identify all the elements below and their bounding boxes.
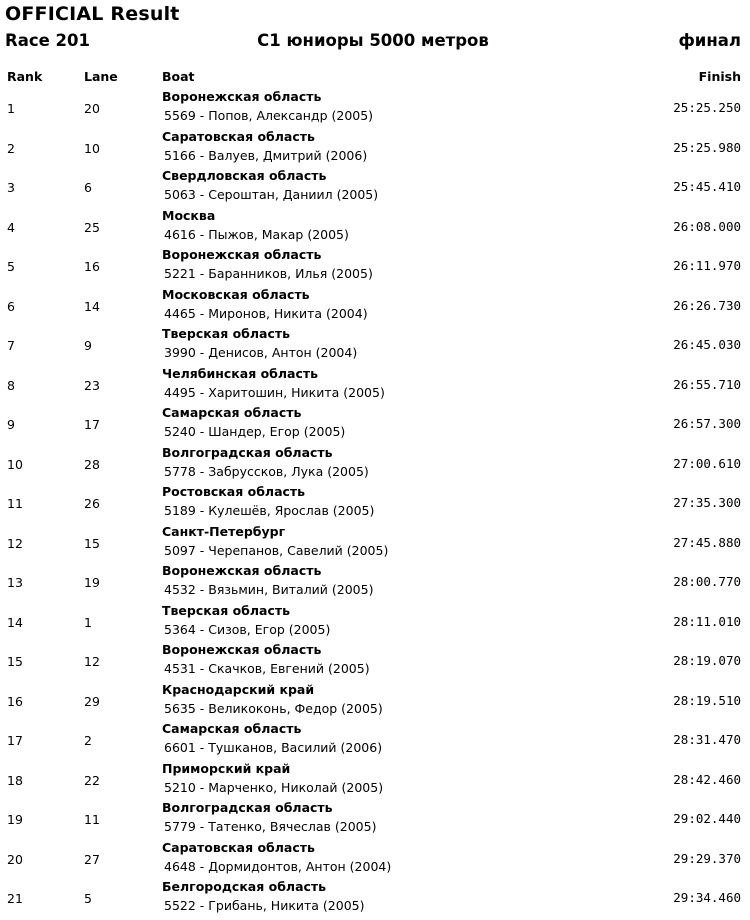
team-name: Приморский край — [162, 760, 291, 776]
lane-cell: 22 — [84, 772, 100, 788]
rank-cell: 18 — [7, 772, 23, 788]
results-table — [0, 89, 750, 919]
table-row — [0, 208, 750, 248]
crew-name: 4531 - Скачков, Евгений (2005) — [164, 661, 370, 676]
team-name: Ростовская область — [162, 484, 306, 499]
team-name: Свердловская область — [162, 168, 327, 183]
crew-name: 5166 - Валуев, Дмитрий (2006) — [164, 147, 368, 163]
team-name: Саратовская область — [162, 839, 315, 855]
column-header-lane: Lane — [84, 69, 118, 84]
finish-time: 28:31.470 — [673, 732, 741, 747]
lane-cell: 26 — [84, 496, 100, 511]
team-name: Воронежская область — [162, 642, 322, 657]
lane-cell: 5 — [84, 891, 92, 906]
table-row — [0, 405, 750, 445]
lane-cell: 14 — [84, 298, 100, 314]
table-row — [0, 247, 750, 287]
rank-cell: 13 — [7, 575, 23, 590]
crew-name: 5778 - Забрусcков, Лука (2005) — [164, 463, 369, 479]
table-row — [0, 840, 750, 880]
crew-name: 4495 - Харитошин, Никита (2005) — [164, 384, 385, 400]
crew-name: 5522 - Грибань, Никита (2005) — [164, 898, 365, 913]
team-name: Самарская область — [162, 405, 302, 420]
finish-time: 26:26.730 — [673, 297, 741, 313]
finish-time: 26:08.000 — [673, 218, 741, 234]
rank-cell: 21 — [7, 891, 23, 906]
finish-time: 26:55.710 — [673, 376, 741, 392]
lane-cell: 2 — [84, 733, 92, 748]
lane-cell: 6 — [84, 180, 92, 195]
lane-cell: 11 — [84, 812, 100, 827]
finish-time: 28:19.510 — [673, 692, 741, 708]
team-name: Волгоградская область — [162, 800, 333, 815]
rank-cell: 8 — [7, 377, 15, 393]
finish-time: 29:02.440 — [673, 811, 741, 826]
finish-time: 29:29.370 — [673, 850, 741, 866]
column-header-boat: Boat — [162, 69, 195, 84]
lane-cell: 10 — [84, 140, 100, 156]
crew-name: 5210 - Марченко, Николай (2005) — [164, 779, 384, 795]
lane-cell: 9 — [84, 338, 92, 353]
crew-name: 5364 - Сизов, Егор (2005) — [164, 621, 331, 637]
rank-cell: 4 — [7, 219, 15, 235]
column-header-rank: Rank — [7, 69, 43, 84]
lane-cell: 1 — [84, 614, 92, 630]
lane-cell: 29 — [84, 693, 100, 709]
lane-cell: 23 — [84, 377, 100, 393]
table-row — [0, 524, 750, 564]
crew-name: 5779 - Татенко, Вячеслав (2005) — [164, 819, 377, 834]
finish-time: 29:34.460 — [673, 890, 741, 905]
lane-cell: 25 — [84, 219, 100, 235]
team-name: Воронежская область — [162, 247, 322, 262]
team-name: Санкт-Петербург — [162, 523, 286, 539]
race-id: Race 201 — [5, 31, 90, 50]
crew-name: 5221 - Баранников, Илья (2005) — [164, 266, 373, 281]
crew-name: 4616 - Пыжов, Макар (2005) — [164, 226, 349, 242]
rank-cell: 16 — [7, 693, 23, 709]
crew-name: 4465 - Миронов, Никита (2004) — [164, 305, 368, 321]
crew-name: 5097 - Черепанов, Савелий (2005) — [164, 542, 389, 558]
finish-time: 25:25.250 — [673, 100, 741, 115]
table-row — [0, 563, 750, 603]
table-row — [0, 445, 750, 485]
finish-time: 28:00.770 — [673, 574, 741, 589]
table-row — [0, 366, 750, 406]
team-name: Саратовская область — [162, 128, 315, 144]
crew-name: 4532 - Вязьмин, Виталий (2005) — [164, 582, 374, 597]
rank-cell: 17 — [7, 733, 23, 748]
lane-cell: 28 — [84, 456, 100, 472]
rank-cell: 2 — [7, 140, 15, 156]
table-row — [0, 642, 750, 682]
lane-cell: 17 — [84, 417, 100, 432]
rank-cell: 3 — [7, 180, 15, 195]
finish-time: 27:35.300 — [673, 495, 741, 510]
official-result-title: OFFICIAL Result — [5, 3, 180, 25]
race-phase: финал — [678, 31, 741, 50]
finish-time: 26:11.970 — [673, 258, 741, 273]
rank-cell: 7 — [7, 338, 15, 353]
crew-name: 3990 - Денисов, Антон (2004) — [164, 345, 358, 360]
finish-time: 27:00.610 — [673, 455, 741, 471]
table-row — [0, 326, 750, 366]
team-name: Тверская область — [162, 326, 291, 341]
team-name: Московская область — [162, 286, 310, 302]
lane-cell: 12 — [84, 654, 100, 669]
team-name: Белгородская область — [162, 879, 327, 894]
lane-cell: 15 — [84, 535, 100, 551]
rank-cell: 9 — [7, 417, 15, 432]
rank-cell: 14 — [7, 614, 23, 630]
rank-cell: 5 — [7, 259, 15, 274]
race-title: C1 юниоры 5000 метров — [257, 31, 489, 50]
team-name: Волгоградская область — [162, 444, 333, 460]
team-name: Воронежская область — [162, 563, 322, 578]
crew-name: 5063 - Сероштан, Даниил (2005) — [164, 187, 379, 202]
table-row — [0, 168, 750, 208]
finish-time: 28:11.010 — [673, 613, 741, 629]
finish-time: 26:45.030 — [673, 337, 741, 352]
table-row — [0, 603, 750, 643]
rank-cell: 20 — [7, 851, 23, 867]
team-name: Краснодарский край — [162, 681, 315, 697]
team-name: Челябинская область — [162, 365, 319, 381]
crew-name: 5189 - Кулешёв, Ярослав (2005) — [164, 503, 375, 518]
finish-time: 26:57.300 — [673, 416, 741, 431]
table-row — [0, 287, 750, 327]
lane-cell: 16 — [84, 259, 100, 274]
table-row — [0, 129, 750, 169]
rank-cell: 12 — [7, 535, 23, 551]
table-row — [0, 879, 750, 919]
rank-cell: 19 — [7, 812, 23, 827]
table-row — [0, 484, 750, 524]
table-header — [0, 69, 750, 85]
finish-time: 28:42.460 — [673, 771, 741, 787]
finish-time: 25:45.410 — [673, 179, 741, 194]
lane-cell: 20 — [84, 101, 100, 116]
finish-time: 28:19.070 — [673, 653, 741, 668]
team-name: Тверская область — [162, 602, 291, 618]
rank-cell: 11 — [7, 496, 23, 511]
rank-cell: 10 — [7, 456, 23, 472]
finish-time: 27:45.880 — [673, 534, 741, 550]
team-name: Москва — [162, 207, 216, 223]
column-header-finish: Finish — [698, 69, 741, 84]
race-header — [5, 31, 741, 55]
finish-time: 25:25.980 — [673, 139, 741, 155]
team-name: Воронежская область — [162, 89, 322, 104]
crew-name: 5569 - Попов, Александр (2005) — [164, 108, 374, 123]
crew-name: 5635 - Великоконь, Федор (2005) — [164, 700, 383, 716]
rank-cell: 1 — [7, 101, 15, 116]
table-row — [0, 800, 750, 840]
crew-name: 5240 - Шандер, Егор (2005) — [164, 424, 346, 439]
table-row — [0, 89, 750, 129]
lane-cell: 27 — [84, 851, 100, 867]
lane-cell: 19 — [84, 575, 100, 590]
table-row — [0, 682, 750, 722]
team-name: Самарская область — [162, 721, 302, 736]
rank-cell: 6 — [7, 298, 15, 314]
rank-cell: 15 — [7, 654, 23, 669]
crew-name: 4648 - Дормидонтов, Антон (2004) — [164, 858, 392, 874]
crew-name: 6601 - Тушканов, Василий (2006) — [164, 740, 383, 755]
table-row — [0, 761, 750, 801]
table-row — [0, 721, 750, 761]
